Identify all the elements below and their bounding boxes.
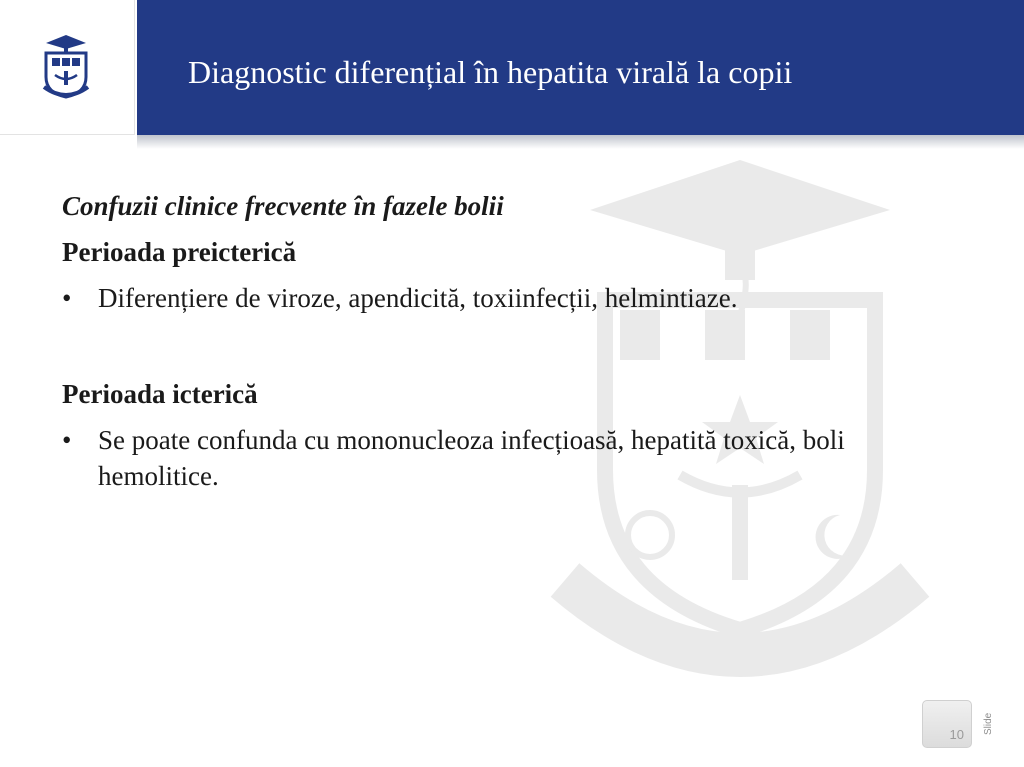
page-number: 10 [949, 727, 964, 742]
page-number-badge [922, 700, 972, 748]
list-item [62, 422, 962, 494]
list-item [62, 280, 962, 316]
bullet-list-icteric [62, 422, 962, 494]
logo-box [0, 0, 135, 135]
section-heading-preicteric: Perioada preicterică [62, 237, 297, 267]
bullet-list-preicteric [62, 280, 962, 316]
bullet-icon: • [62, 425, 72, 455]
bullet-text: Se poate confunda cu mononucleoza infecțioasă, hepatită toxică, boli hemolitice. [98, 425, 845, 491]
slide-content [62, 186, 962, 494]
section-heading-icteric: Perioada icterică [62, 379, 258, 409]
bullet-text: Diferențiere de viroze, apendicită, toxiinfecții, helmintiaze. [98, 283, 738, 313]
slide-title: Diagnostic diferențial în hepatita virală la copii [188, 54, 793, 90]
section-spacer [62, 316, 962, 374]
university-crest-icon [40, 33, 92, 99]
subtitle: Confuzii clinice frecvente în fazele bolii [62, 191, 504, 221]
slide-label: Slide [983, 712, 994, 736]
bullet-icon: • [62, 283, 72, 313]
